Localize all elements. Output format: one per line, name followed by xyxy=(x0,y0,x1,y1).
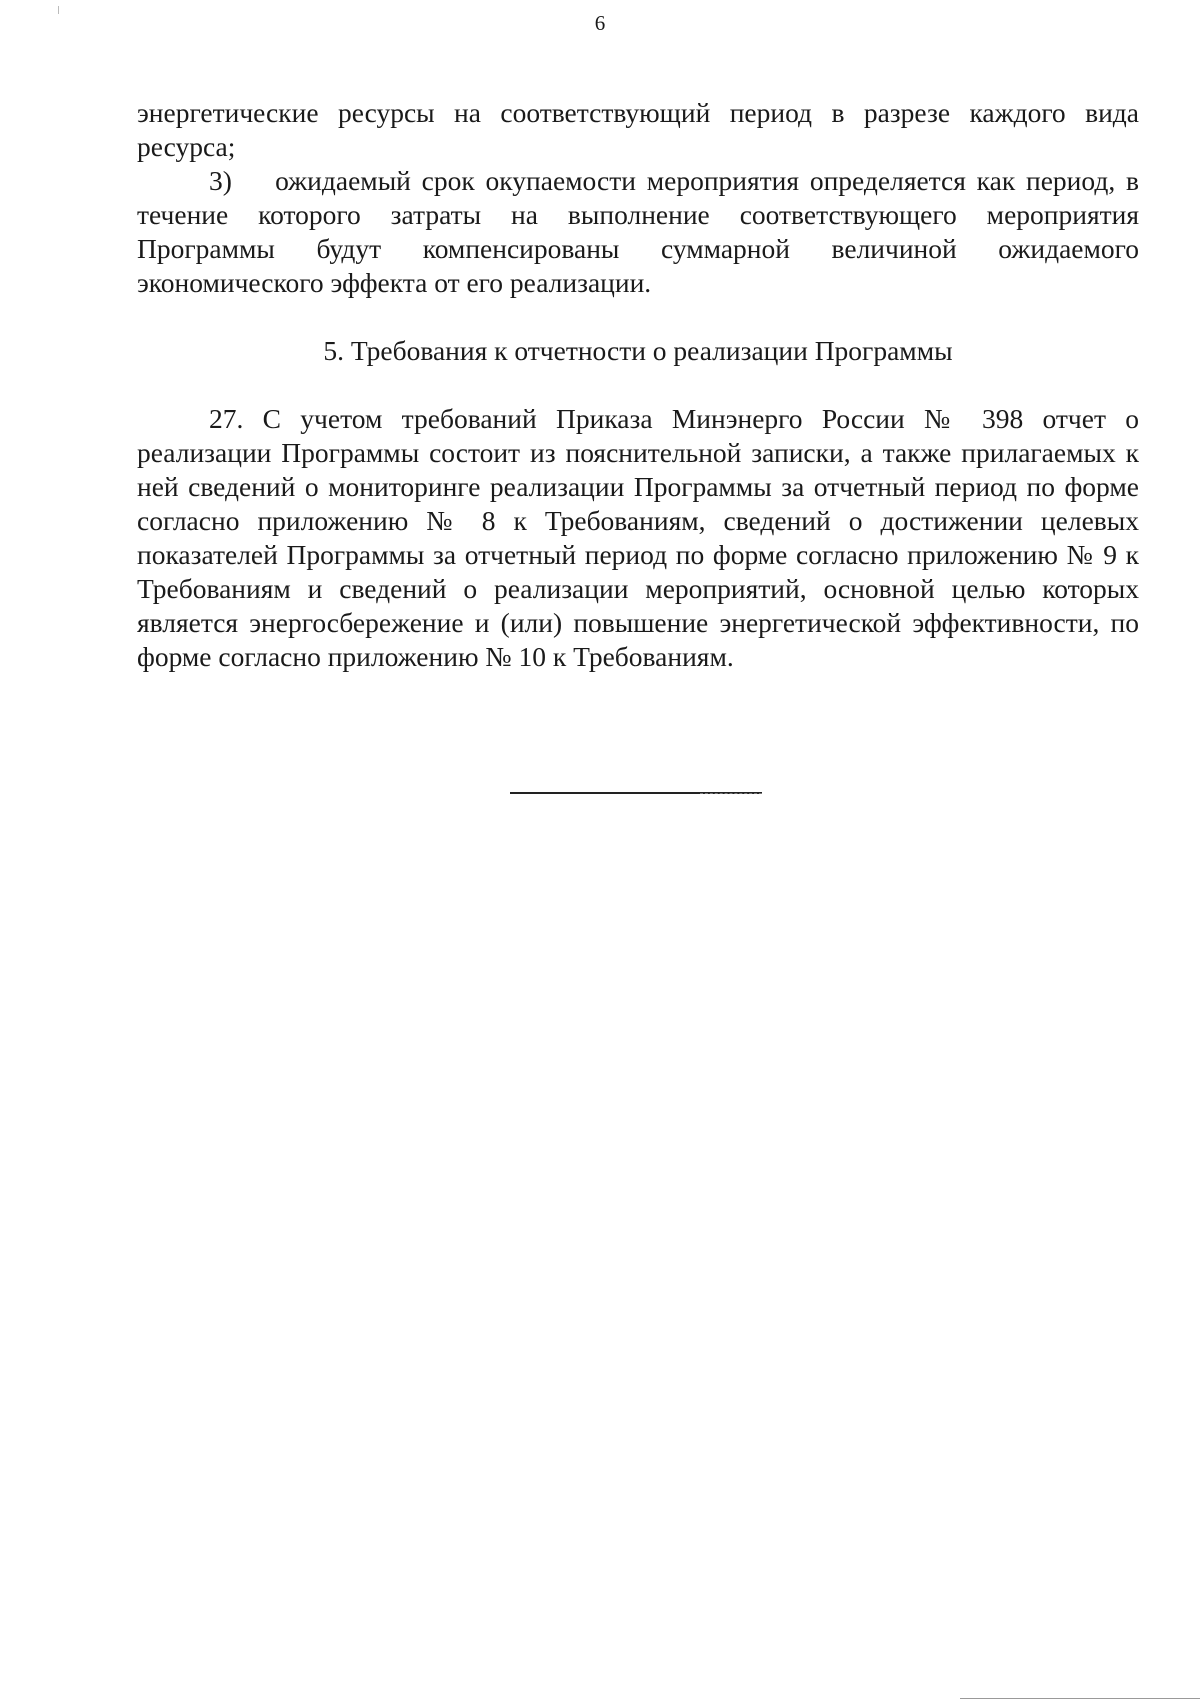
document-body xyxy=(137,96,1139,674)
end-of-text-rule-tail xyxy=(700,793,762,794)
list-item-3: 3) ожидаемый срок окупаемости мероприятия определяется как период, в течение которого затраты на выполнение соответствующего мероприятия Программы будут компенсированы суммарной величиной ожидаемого экономического эффекта от его реализации. xyxy=(137,165,1139,298)
paragraph-27: 27. С учетом требований Приказа Минэнерго России № 398 отчет о реализации Программы состоит из пояснительной записки, а также прилагаемых к ней сведений о мониторинге реализации Программы за отчетный период по форме согласно приложению № 8 к Требованиям, сведений о достижении целевых показателей Программы за отчетный период по форме согласно приложению № 9 к Требованиям и сведений о реализации мероприятий, основной целью которых является энергосбережение и (или) повышение энергетической эффективности, по форме согласно приложению № 10 к Требованиям. xyxy=(137,403,1139,672)
scan-edge-line xyxy=(960,1698,1200,1699)
section-heading: 5. Требования к отчетности о реализации Программы xyxy=(323,335,953,366)
page-number: 6 xyxy=(594,11,606,35)
intro-paragraph: энергетические ресурсы на соответствующий период в разрезе каждого вида ресурса; xyxy=(137,97,1139,162)
